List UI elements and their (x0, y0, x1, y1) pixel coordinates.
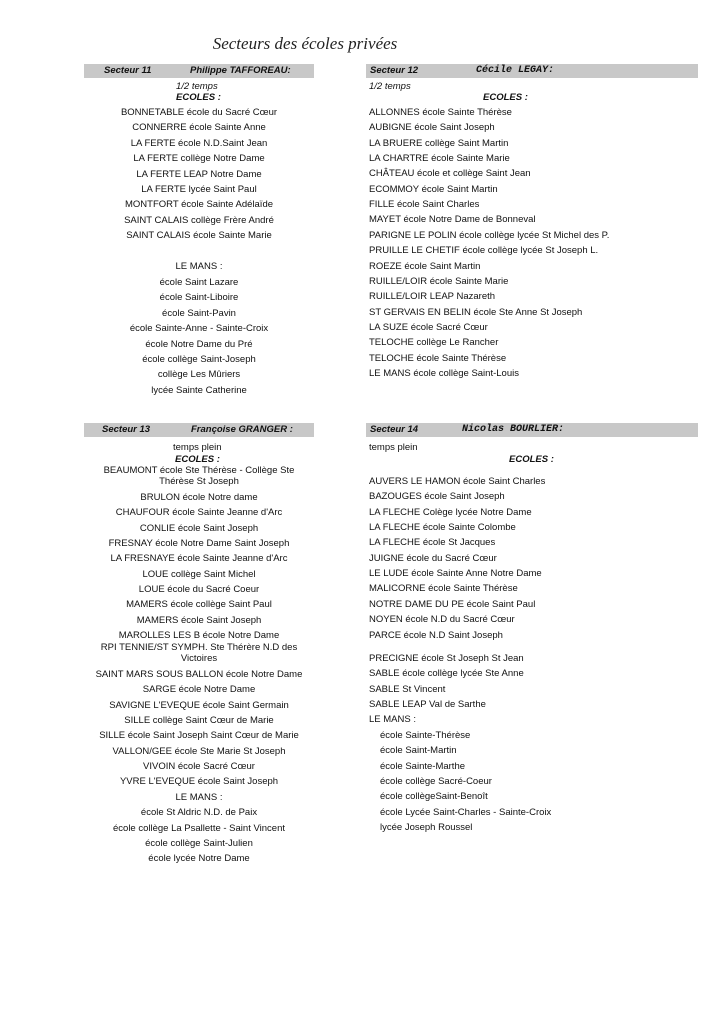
school-item: CHAUFOUR école Sainte Jeanne d'Arc (115, 507, 283, 519)
school-item: CHÂTEAU école et collège Saint Jean (369, 168, 531, 180)
school-item: lycée Sainte Catherine (151, 384, 247, 396)
school-item: JUIGNE école du Sacré Cœur (369, 552, 497, 564)
school-item: LA FLECHE école St Jacques (369, 537, 496, 549)
school-item: MAROLLES LES B école Notre Dame (118, 630, 280, 642)
school-item: école Saint-Liboire (159, 292, 239, 304)
sector-14-label: Secteur 14 (370, 424, 419, 435)
school-item: LE LUDE école Sainte Anne Notre Dame (369, 568, 542, 580)
school-item: LA FLECHE Colège lycée Notre Dame (369, 506, 532, 518)
sector-13-name: Françoise GRANGER : (191, 424, 293, 435)
school-item: LA FERTE collège Notre Dame (133, 153, 265, 165)
school-item: ROEZE école Saint Martin (369, 260, 481, 272)
school-item: école Notre Dame du Pré (145, 338, 253, 350)
school-item: LA FERTE lycée Saint Paul (141, 184, 257, 195)
school-item: BONNETABLE école du Sacré Cœur (120, 107, 278, 118)
school-item: école lycée Notre Dame (148, 853, 250, 865)
sector-14-ecoles: ECOLES : (509, 454, 554, 465)
school-item: PRUILLE LE CHETIF école collège lycée St Joseph L. (369, 245, 599, 257)
school-item: RUILLE/LOIR LEAP Nazareth (369, 291, 496, 303)
school-item: PARIGNE LE POLIN école collège lycée St Michel des P. (369, 229, 610, 241)
sector-13-first-school: BEAUMONT école Ste Thérèse - Collège Ste Thérèse St Joseph (103, 465, 295, 487)
school-item: école collège La Psallette - Saint Vincent (113, 822, 285, 834)
school-item: LE MANS : (175, 791, 223, 803)
school-item: SARGE école Notre Dame (142, 684, 256, 696)
school-item: TELOCHE école Sainte Thérèse (369, 352, 507, 364)
school-item: MONTFORT école Sainte Adélaïde (124, 199, 274, 211)
school-item: LA BRUERE collège Saint Martin (369, 137, 509, 149)
school-item: école collègeSaint-Benoît (380, 791, 488, 803)
sector-12-name: Cécile LEGAY: (476, 65, 555, 76)
sector-12-ecoles: ECOLES : (483, 92, 528, 103)
school-item: MALICORNE école Sainte Thérèse (369, 583, 518, 595)
school-item: LOUE école du Sacré Coeur (138, 584, 260, 596)
sector-12-header (366, 64, 698, 78)
school-item: ALLONNES école Sainte Thérèse (369, 107, 512, 118)
school-item: école collège Sacré-Coeur (380, 776, 492, 788)
school-item: MAMERS école collège Saint Paul (126, 599, 272, 611)
sector-11-lemans-heading: LE MANS : (175, 261, 223, 272)
sector-11-header (84, 64, 314, 78)
school-item: SABLE école collège lycée Ste Anne (369, 668, 524, 680)
school-item: SAINT CALAIS école Sainte Marie (126, 230, 272, 242)
school-item: BAZOUGES école Saint Joseph (369, 491, 505, 503)
sector-11-name: Philippe TAFFOREAU: (190, 65, 291, 76)
sector-13-ecoles: ECOLES : (175, 454, 220, 465)
school-item: NOTRE DAME DU PE école Saint Paul (369, 598, 536, 610)
sector-14-header (366, 423, 698, 437)
school-item: BRULON école Notre dame (140, 492, 258, 503)
school-item: PRECIGNE école St Joseph St Jean (369, 653, 524, 664)
school-item: SABLE St Vincent (369, 683, 446, 695)
school-item: école collège Saint-Joseph (142, 354, 256, 365)
school-item: ECOMMOY école Saint Martin (369, 183, 498, 195)
sector-13-time: temps plein (173, 442, 222, 453)
school-item: LA FRESNAYE école Sainte Jeanne d'Arc (110, 553, 288, 565)
sector-11-time: 1/2 temps (176, 81, 218, 92)
school-item: YVRE L'EVEQUE école Saint Joseph (119, 776, 279, 788)
school-item: SILLE collège Saint Cœur de Marie (124, 715, 274, 727)
school-item: MAYET école Notre Dame de Bonneval (369, 214, 536, 226)
school-item: LA FERTE école N.D.Saint Jean (130, 137, 268, 149)
school-item: ST GERVAIS EN BELIN école Ste Anne St Joseph (369, 306, 583, 318)
school-item: LE MANS école collège Saint-Louis (369, 367, 519, 379)
school-item: SABLE LEAP Val de Sarthe (369, 699, 486, 711)
sector-13-rpi-school: RPI TENNIE/ST SYMPH. Ste Thérère N.D des Victoires (100, 642, 298, 664)
school-item: PARCE école N.D Saint Joseph (369, 629, 503, 641)
school-item: école St Aldric N.D. de Paix (140, 807, 258, 819)
sector-12-label: Secteur 12 (370, 65, 419, 76)
school-item: école Saint-Martin (380, 745, 457, 757)
school-item: FRESNAY école Notre Dame Saint Joseph (108, 538, 290, 550)
school-item: LA SUZE école Sacré Cœur (369, 321, 488, 333)
school-item: TELOCHE collège Le Rancher (369, 337, 499, 349)
sector-14-time: temps plein (369, 442, 418, 453)
school-item: LE MANS : (369, 714, 416, 726)
school-item: VIVOIN école Sacré Cœur (143, 761, 255, 773)
school-item: école Sainte-Marthe (380, 760, 466, 772)
sector-13-header (84, 423, 314, 437)
school-item: FILLE école Saint Charles (369, 199, 480, 211)
sector-14-name: Nicolas BOURLIER: (462, 424, 565, 435)
sector-11-label: Secteur 11 (104, 65, 152, 76)
sector-11-ecoles: ECOLES : (176, 92, 221, 103)
school-item: MAMERS école Saint Joseph (136, 614, 262, 626)
sector-12-time: 1/2 temps (369, 81, 411, 92)
school-item: école collège Saint-Julien (145, 837, 253, 849)
school-item: SAINT CALAIS collège Frère André (124, 214, 274, 226)
school-item: LA FERTE LEAP Notre Dame (136, 168, 262, 180)
school-item: LA FLECHE école Sainte Colombe (369, 522, 516, 534)
school-item: LOUE collège Saint Michel (142, 568, 256, 580)
page-title: Secteurs des écoles privées (212, 34, 398, 53)
school-item: LA CHARTRE école Sainte Marie (369, 153, 510, 165)
school-item: CONNERRE école Sainte Anne (132, 122, 266, 134)
school-item: AUVERS LE HAMON école Saint Charles (369, 476, 546, 487)
school-item: école Sainte-Thérèse (380, 730, 471, 741)
school-item: école Lycée Saint-Charles - Sainte-Croix (380, 806, 552, 818)
sector-13-label: Secteur 13 (102, 424, 151, 435)
school-item: lycée Joseph Roussel (380, 822, 473, 834)
school-item: collège Les Mûriers (157, 369, 241, 381)
school-item: VALLON/GEE école Ste Marie St Joseph (112, 745, 286, 757)
school-item: école Sainte-Anne - Sainte-Croix (129, 323, 269, 335)
school-item: SAVIGNE L'EVEQUE école Saint Germain (109, 699, 289, 711)
school-item: CONLIE école Saint Joseph (139, 522, 259, 534)
school-item: SAINT MARS SOUS BALLON école Notre Dame (95, 669, 303, 680)
school-item: école Saint Lazare (159, 277, 239, 288)
school-item: SILLE école Saint Joseph Saint Cœur de Marie (99, 730, 299, 742)
school-item: RUILLE/LOIR école Sainte Marie (369, 275, 509, 287)
school-item: AUBIGNE école Saint Joseph (369, 122, 495, 134)
school-item: école Saint-Pavin (162, 307, 236, 319)
school-item: NOYEN école N.D du Sacré Cœur (369, 614, 515, 626)
